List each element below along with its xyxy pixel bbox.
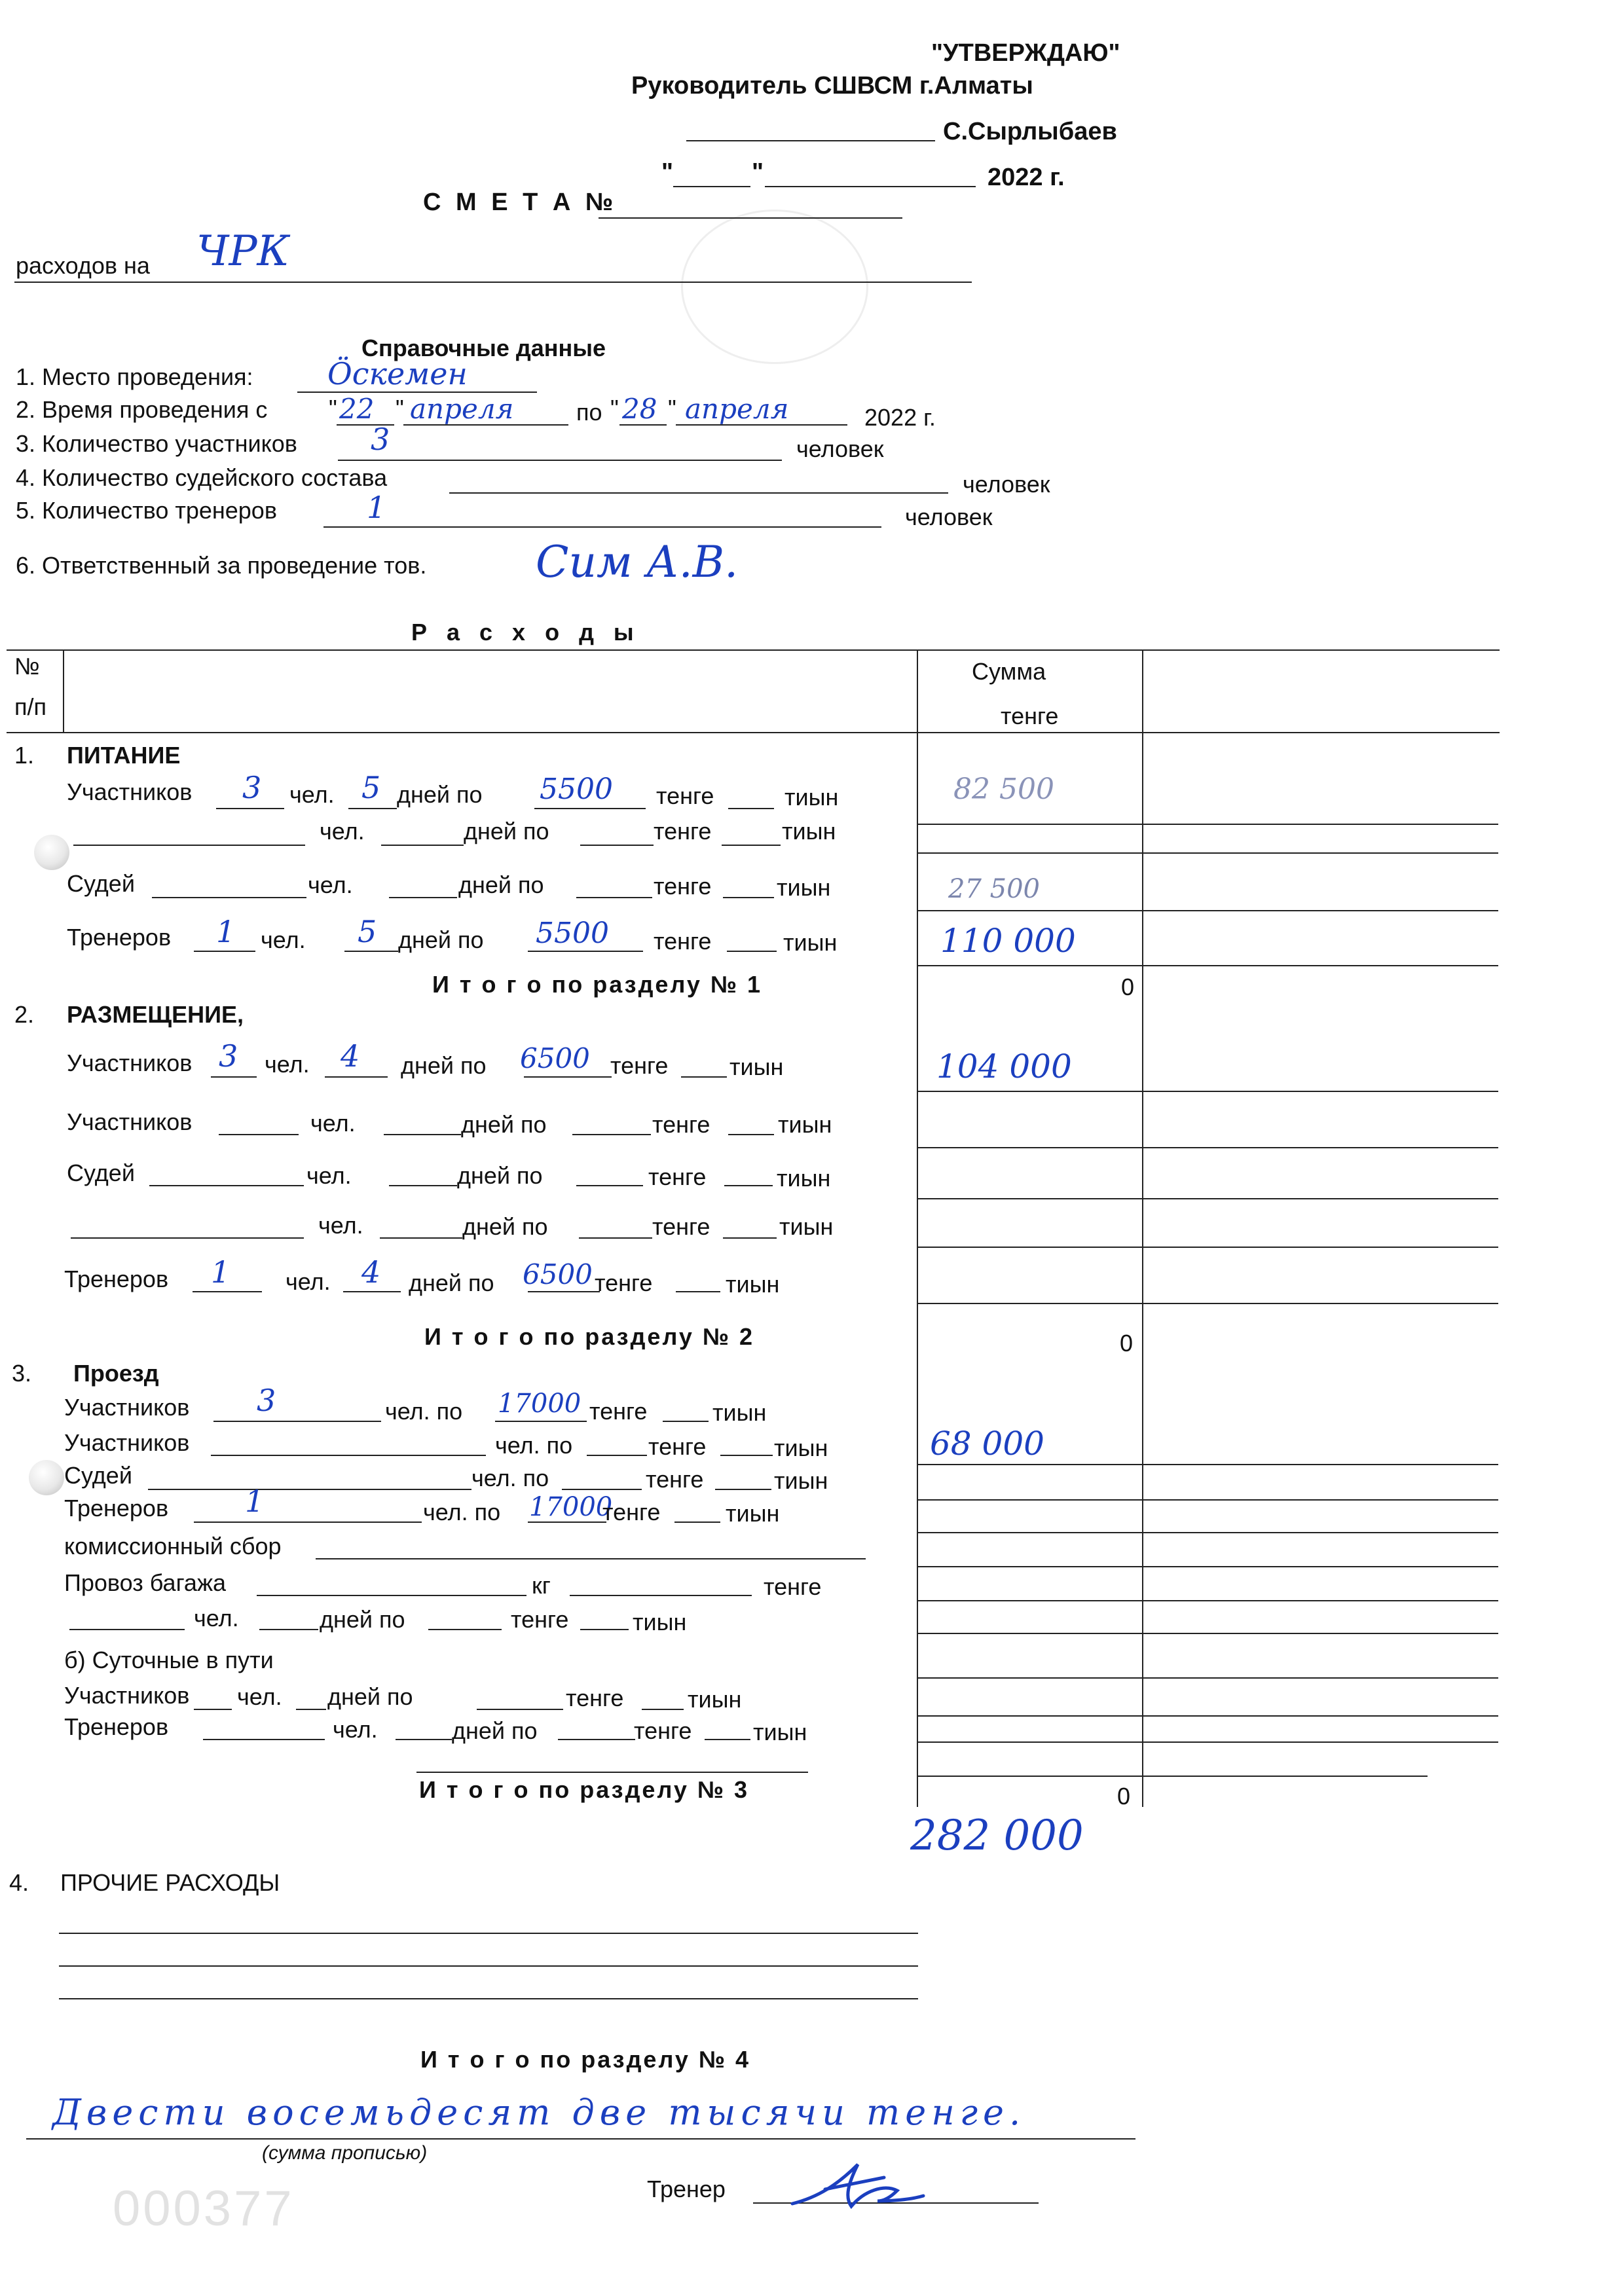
s2-r3-count-line (149, 1185, 304, 1186)
s2-r3-days-label: дней по (457, 1162, 543, 1189)
s3-pd1-label: Участников (64, 1682, 190, 1709)
judges-label: 4. Количество судейского состава (16, 464, 388, 491)
coaches-label: 5. Количество тренеров (16, 497, 277, 524)
coaches-value: 1 (367, 490, 386, 525)
sum-in-words: Двести восемьдесят две тысячи тенге. (52, 2092, 1026, 2133)
sum-row-line (917, 1677, 1498, 1679)
s2-r5-rate: 6500 (523, 1258, 593, 1290)
s2-r2-tiyn-line (728, 1134, 774, 1135)
s3-r7-tiyn: тиын (633, 1609, 687, 1635)
judges-line (449, 492, 948, 494)
s2-r3-tiyn-line (724, 1185, 773, 1186)
s4-line-2 (59, 1965, 918, 1967)
sum-row-line (917, 1247, 1498, 1248)
place-value: Ӧскемен (327, 356, 468, 392)
s2-r2-count-line (219, 1134, 299, 1135)
s1-r4-rate: 5500 (536, 917, 609, 950)
s3-r1-count: 3 (257, 1383, 276, 1418)
s2-r2-label: Участников (67, 1108, 193, 1135)
s2-r4-people: чел. (318, 1212, 363, 1239)
s2-r1-rate: 6500 (520, 1042, 590, 1074)
s1-r3-currency: тенге (654, 873, 712, 900)
purpose-value: ЧРК (196, 227, 290, 276)
sum-row-line (917, 1147, 1498, 1148)
s1-r2-tiyn-line (722, 845, 781, 846)
s3-r1-currency: тенге (589, 1398, 648, 1425)
s1-r4-rate-line (528, 951, 643, 952)
s2-r1-people: чел. (265, 1051, 310, 1078)
s3-r7-days-line (259, 1629, 318, 1630)
time-quote-3: " (610, 395, 619, 422)
watermark-emblem (681, 210, 868, 364)
s2-r3-label: Судей (67, 1159, 135, 1186)
s1-r2-people: чел. (320, 818, 365, 845)
s3-r4-rate: 17000 (529, 1492, 613, 1522)
s3-title: Проезд (73, 1360, 159, 1387)
s1-total-value: 0 (1121, 974, 1135, 1000)
s2-r5-people: чел. (286, 1268, 331, 1295)
s1-r1-rate: 5500 (540, 773, 613, 806)
s3-r4-label: Тренеров (64, 1495, 169, 1522)
s3-r2-count-line (211, 1455, 486, 1456)
estimate-number-line (599, 217, 902, 219)
s2-r1-days-line (325, 1076, 388, 1078)
s1-r1-count: 3 (242, 770, 262, 805)
coaches-unit: человек (905, 503, 993, 530)
s3-total-overline (416, 1772, 808, 1773)
coaches-line (323, 526, 881, 528)
s2-r3-people: чел. (306, 1162, 352, 1189)
sum-row-line (917, 1499, 1498, 1501)
s3-r2-rate-line (587, 1455, 647, 1456)
s1-r3-people: чел. (308, 871, 353, 898)
s3-pd2-tiyn: тиын (753, 1719, 807, 1745)
s1-r4-days-label: дней по (398, 926, 484, 953)
s3-r3-tiyn: тиын (774, 1467, 828, 1494)
s3-pd1-rate-line (477, 1709, 563, 1710)
s3-r7-tiyn-line (580, 1629, 629, 1630)
s1-r1-sum: 82 500 (953, 773, 1054, 806)
s3-r1-label: Участников (64, 1394, 190, 1421)
s3-r4-count: 1 (245, 1484, 265, 1519)
participants-unit: человек (796, 435, 884, 462)
s3-baggage-amount-line (570, 1595, 752, 1596)
s2-num: 2. (14, 1001, 35, 1028)
s3-r2-label: Участников (64, 1429, 190, 1456)
purpose-label: расходов на (16, 252, 150, 279)
s3-pd2-days-line (396, 1739, 452, 1740)
s3-pd2-rate-line (558, 1739, 635, 1740)
participants-value: 3 (371, 422, 390, 457)
sum-row-line (917, 824, 1498, 825)
s1-r1-tiyn: тиын (784, 784, 839, 811)
s3-pd1-currency: тенге (566, 1685, 624, 1711)
s2-r5-tiyn: тиын (726, 1271, 780, 1298)
sum-row-line (917, 1532, 1498, 1533)
s2-r2-currency: тенге (652, 1111, 710, 1138)
time-quote-2: " (396, 395, 404, 422)
estimate-title: С М Е Т А № (423, 189, 618, 216)
s3-baggage-label: Провоз багажа (64, 1569, 227, 1596)
purpose-line (14, 282, 972, 283)
s4-num: 4. (9, 1869, 29, 1896)
s1-r1-label: Участников (67, 778, 193, 805)
s1-r4-people: чел. (261, 926, 306, 953)
s1-r3-rate-line (576, 897, 652, 898)
s3-pd2-count-line (203, 1739, 325, 1740)
s2-r4-currency: тенге (652, 1213, 710, 1240)
coach-signature (786, 2158, 930, 2223)
responsible-value: Сим А.В. (536, 537, 739, 587)
s3-r3-currency: тенге (646, 1466, 704, 1493)
s1-r4-count: 1 (216, 914, 236, 949)
s2-r3-rate-line (576, 1185, 643, 1186)
col-sum-2: тенге (1001, 702, 1059, 729)
s1-r3-label: Судей (67, 870, 135, 897)
table-top-line (7, 649, 1500, 651)
s3-r7-count-line (69, 1629, 185, 1630)
s2-r4-tiyn-line (723, 1237, 777, 1239)
s3-r3-count-line (148, 1489, 471, 1490)
s2-r3-days-line (389, 1185, 457, 1186)
s2-r1-days: 4 (341, 1038, 360, 1074)
s3-pd1-days-line (296, 1709, 326, 1710)
s3-pd2-people: чел. (333, 1716, 378, 1743)
participants-line (338, 460, 782, 461)
sum-row-line (917, 852, 1498, 854)
head-title: Руководитель СШВСМ г.Алматы (631, 72, 1033, 100)
s3-total-value: 0 (1117, 1783, 1131, 1810)
s3-r4-tiyn: тиын (726, 1500, 780, 1527)
sum-row-line (917, 1303, 1498, 1304)
s2-total-value: 0 (1120, 1330, 1134, 1357)
s3-commission-line (316, 1558, 866, 1559)
s1-r4-days-line (344, 951, 398, 952)
s3-r3-label: Судей (64, 1462, 132, 1489)
s3-pd2-currency: тенге (634, 1717, 692, 1744)
time-from-month: апреля (410, 393, 514, 425)
s1-total-label: И т о г о по разделу № 1 (432, 971, 763, 998)
s2-r1-sum: 104 000 (936, 1048, 1072, 1085)
s2-r5-days: 4 (361, 1254, 381, 1290)
s1-r2-tiyn: тиын (782, 818, 836, 845)
sum-row-line (917, 1633, 1498, 1634)
s3-r4-count-line (194, 1522, 422, 1523)
s1-r3-sum: 27 500 (948, 874, 1040, 904)
s1-r1-rate-line (534, 808, 646, 809)
s3-baggage-unit: кг (532, 1572, 551, 1599)
s1-r1-tiyn-line (728, 808, 774, 809)
s3-r7-people: чел. (194, 1605, 239, 1631)
s1-r3-days-line (389, 897, 457, 898)
s4-line-3 (59, 1998, 918, 1999)
time-quote-4: " (668, 395, 676, 422)
s1-r4-tiyn: тиын (783, 929, 838, 956)
time-to-day: 28 (622, 393, 657, 425)
col-sum-1: Сумма (972, 658, 1046, 685)
sum-in-words-caption: (сумма прописью) (262, 2142, 428, 2164)
coach-label: Тренер (647, 2176, 726, 2202)
s1-title: ПИТАНИЕ (67, 742, 181, 769)
s3-r2-sum: 68 000 (930, 1425, 1044, 1463)
time-from-day: 22 (339, 393, 375, 425)
s3-pd1-tiyn-line (642, 1709, 684, 1710)
s3-r1-count-line (213, 1421, 381, 1422)
col-num-2: п/п (14, 693, 46, 720)
s1-r3-days-label: дней по (458, 871, 544, 898)
sum-row-line (917, 1741, 1498, 1743)
s1-r1-count-line (216, 808, 284, 809)
s1-r1-days: 5 (361, 770, 381, 805)
s2-r4-days-label: дней по (462, 1213, 548, 1240)
s3-pd1-days-label: дней по (327, 1683, 413, 1710)
s3-r1-rate: 17000 (498, 1389, 581, 1419)
date-quote-close: " (752, 158, 764, 186)
place-label: 1. Место проведения: (16, 363, 253, 390)
s1-r2-currency: тенге (654, 818, 712, 845)
s1-r4-count-line (194, 951, 255, 952)
s3-r2-currency: тенге (648, 1433, 707, 1460)
s3-r1-tiyn: тиын (712, 1399, 767, 1426)
signature-line (686, 140, 935, 141)
s2-r3-tiyn: тиын (777, 1165, 831, 1192)
s3-num: 3. (12, 1360, 32, 1387)
s2-r1-count-line (211, 1076, 257, 1078)
s1-r3-count-line (152, 897, 306, 898)
s2-r5-count: 1 (211, 1254, 231, 1290)
s3-baggage-kg-line (257, 1595, 526, 1596)
s3-baggage-currency: тенге (764, 1573, 822, 1600)
s2-r5-tiyn-line (676, 1291, 720, 1292)
s1-num: 1. (14, 742, 35, 769)
s1-r1-days-label: дней по (397, 781, 483, 808)
time-to-label: по (576, 399, 602, 426)
punch-hole-top (34, 835, 69, 870)
s2-r1-days-label: дней по (401, 1052, 487, 1079)
sum-row-line (917, 910, 1498, 911)
s2-r4-rate-line (579, 1237, 652, 1239)
s3-r4-people: чел. по (423, 1499, 501, 1525)
s1-total-sum: 110 000 (940, 922, 1076, 960)
s2-r5-days-line (343, 1291, 401, 1292)
date-day-line (673, 186, 750, 187)
responsible-label: 6. Ответственный за проведение тов. (16, 552, 427, 579)
s2-r5-days-label: дней по (409, 1269, 494, 1296)
watermark-serial: 000377 (113, 2181, 295, 2236)
date-year: 2022 г. (987, 164, 1065, 191)
date-month-line (765, 186, 976, 187)
table-num-col-divider (63, 649, 64, 733)
signer-name: С.Сырлыбаев (943, 118, 1117, 145)
s3-r1-people: чел. по (385, 1398, 463, 1425)
s2-r5-currency: тенге (595, 1269, 653, 1296)
judges-unit: человек (963, 471, 1050, 498)
s4-title: ПРОЧИЕ РАСХОДЫ (60, 1869, 280, 1896)
s3-r1-rate-line (495, 1421, 587, 1422)
s3-r2-people: чел. по (495, 1432, 573, 1459)
s3-r4-tiyn-line (674, 1522, 720, 1523)
s2-r2-days-label: дней по (461, 1111, 547, 1138)
sum-row-line (917, 1776, 1428, 1777)
s1-r4-label: Тренеров (67, 924, 172, 951)
participants-label: 3. Количество участников (16, 430, 297, 457)
s4-total-label: И т о г о по разделу № 4 (420, 2046, 751, 2073)
s3-r7-rate-line (428, 1629, 502, 1630)
s1-r2-count-line (73, 845, 305, 846)
sum-row-line (917, 1091, 1498, 1092)
s3-r1-tiyn-line (663, 1421, 709, 1422)
sum-in-words-line (26, 2138, 1135, 2140)
sum-row-line (917, 965, 1498, 966)
s2-r2-tiyn: тиын (778, 1111, 832, 1138)
s3-pd2-days-label: дней по (452, 1717, 538, 1744)
s1-r4-days: 5 (358, 914, 377, 949)
s2-r1-count: 3 (219, 1038, 238, 1074)
s2-r1-label: Участников (67, 1049, 193, 1076)
s1-r3-tiyn: тиын (777, 874, 831, 901)
s3-pd1-count-line (194, 1709, 232, 1710)
s2-r3-currency: тенге (648, 1163, 707, 1190)
s1-r1-currency: тенге (656, 782, 714, 809)
s3-pd2-tiyn-line (705, 1739, 750, 1740)
s2-r1-tiyn-line (681, 1076, 727, 1078)
s2-r1-tiyn: тиын (729, 1053, 784, 1080)
s3-r3-rate-line (562, 1489, 642, 1490)
time-quote-1: " (329, 395, 337, 422)
punch-hole-bottom (29, 1460, 64, 1495)
time-to-month: апреля (685, 393, 789, 425)
s3-total-label: И т о г о по разделу № 3 (419, 1776, 750, 1803)
s1-r2-days-line (381, 845, 464, 846)
s2-r1-rate-line (524, 1076, 612, 1078)
s1-r4-currency: тенге (654, 928, 712, 955)
s3-r2-tiyn: тиын (774, 1434, 828, 1461)
s3-r7-currency: тенге (511, 1606, 569, 1633)
col-num-1: № (14, 653, 40, 680)
s3-r2-tiyn-line (720, 1455, 773, 1456)
s2-r1-currency: тенге (610, 1052, 669, 1079)
s4-line-1 (59, 1933, 918, 1934)
sum-row-line (917, 1566, 1498, 1567)
s3-pd2-label: Тренеров (64, 1713, 169, 1740)
s1-r1-people: чел. (289, 781, 335, 808)
approve-label: "УТВЕРЖДАЮ" (931, 39, 1120, 67)
s2-r2-rate-line (572, 1134, 651, 1135)
date-quote-open: " (661, 158, 674, 186)
s2-r5-count-line (193, 1291, 262, 1292)
s3-r4-currency: тенге (602, 1499, 661, 1525)
s2-title: РАЗМЕЩЕНИЕ, (67, 1001, 244, 1028)
s3-commission-label: комиссионный сбор (64, 1533, 282, 1559)
reference-heading: Справочные данные (361, 335, 606, 361)
sum-row-line (917, 1715, 1498, 1717)
time-label: 2. Время проведения с (16, 396, 268, 423)
sum-row-line (917, 1198, 1498, 1199)
s2-total-label: И т о г о по разделу № 2 (424, 1323, 755, 1350)
expenses-heading: Р а с х о д ы (411, 619, 640, 646)
s2-r4-days-line (380, 1237, 462, 1239)
s3-r3-people: чел. по (471, 1465, 549, 1491)
s2-r5-rate-line (528, 1291, 600, 1292)
s1-r1-days-line (348, 808, 397, 809)
s3-r3-tiyn-line (715, 1489, 771, 1490)
s3-pd1-tiyn: тиын (688, 1686, 742, 1713)
sum-row-line (917, 1600, 1498, 1601)
s2-r4-count-line (71, 1237, 304, 1239)
time-year: 2022 г. (864, 404, 936, 431)
s1-r4-tiyn-line (727, 951, 777, 952)
s3-pd1-people: чел. (237, 1683, 282, 1710)
s2-r5-label: Тренеров (64, 1266, 169, 1292)
grand-total-sum: 282 000 (910, 1812, 1084, 1860)
s1-r2-rate-line (580, 845, 654, 846)
s2-r2-days-line (384, 1134, 461, 1135)
s2-r2-people: чел. (310, 1110, 356, 1137)
s3-r7-days-label: дней по (320, 1606, 405, 1633)
s1-r2-days-label: дней по (464, 818, 549, 845)
s3-per-diem-label: б) Суточные в пути (64, 1647, 274, 1673)
sum-row-line (917, 1464, 1498, 1465)
table-header-bottom-line (7, 732, 1500, 733)
s2-r4-tiyn: тиын (779, 1213, 834, 1240)
s1-r3-tiyn-line (723, 897, 774, 898)
